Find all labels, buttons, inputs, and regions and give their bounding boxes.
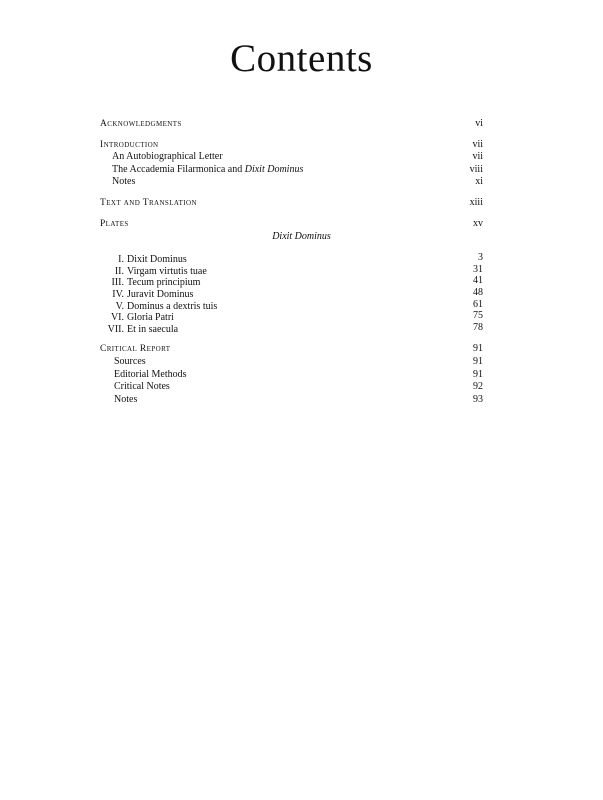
toc-entry [100,394,483,407]
toc-page-number: 41 [473,275,483,287]
toc-entry-label: Notes [112,176,136,188]
toc-entry-label: Critical Notes [114,381,170,393]
toc-entry-acknowledgments [100,118,483,131]
toc-entry [100,164,483,177]
toc-entry [100,151,483,164]
movement-number: VII. [107,323,124,335]
toc-entry-label: An Autobiographical Letter [112,151,223,163]
toc-movement [100,277,483,289]
toc-page-number: vii [472,138,483,150]
toc-entry-label: Editorial Methods [114,368,187,380]
toc-movement [100,312,483,324]
movement-label: Dominus a dextris tuis [127,300,218,312]
movement-number: III. [111,277,124,289]
toc-page-number: 93 [473,393,483,405]
work-title: Dixit Dominus [272,231,331,243]
toc-entry-label: Notes [114,393,138,405]
toc-page-number: vii [472,151,483,163]
toc-page-number: xi [475,176,483,188]
movement-number: VI. [110,312,124,324]
toc-entry-label: Sources [114,355,146,367]
toc-section-plates [100,218,483,231]
toc-entry-label [112,164,303,177]
toc-entry-label-italic: Dixit Dominus [244,163,304,175]
toc-page-number: 91 [473,368,483,380]
movement-label: Dixit Dominus [127,254,187,266]
movement-label: Juravit Dominus [127,288,194,300]
toc-entry-label: Acknowledgments [100,119,182,129]
movement-label: Tecum principium [127,277,201,289]
movement-label: Et in saecula [127,323,179,335]
movement-number: V. [115,300,124,312]
movement-label: Virgam virtutis tuae [127,265,207,277]
toc-page-number: 92 [473,381,483,393]
toc-entry [100,381,483,394]
toc-page-number: xv [473,217,483,229]
toc-page-number: 75 [473,310,483,322]
toc-entry [100,369,483,382]
toc-section-label: Text and Translation [100,197,197,208]
toc-page-number: vi [475,118,483,129]
toc-section-introduction [100,139,483,152]
toc-movement [100,298,483,313]
toc-movement [100,286,483,301]
toc-page-number: 48 [473,286,483,298]
toc-movement [100,321,483,336]
movement-list [100,254,483,335]
toc-page-number: 91 [473,343,483,355]
toc-entry [100,356,483,369]
toc-entry [100,176,483,189]
toc-page-number: 78 [473,321,483,333]
page-title: Contents [230,37,373,80]
toc-entry-label-prefix: The Accademia Filarmonica and [112,163,245,175]
toc-page-number: 31 [473,263,483,275]
toc-movement [100,254,483,266]
movement-number: IV. [112,288,124,300]
toc-page-number: xiii [469,196,483,208]
movement-number: II. [114,265,124,277]
toc-section-critical-report [100,343,483,356]
toc-section-label: Plates [100,218,129,229]
toc-section-text-translation [100,197,483,210]
toc-section-label: Introduction [100,139,159,150]
toc-page-number: 3 [478,252,483,264]
toc-movement [100,263,483,278]
toc-page-number: viii [469,163,483,175]
toc-page-number: 61 [473,298,483,310]
movement-number: I. [118,254,124,266]
table-of-contents [100,118,483,406]
toc-section-label: Critical Report [100,344,171,355]
movement-label: Gloria Patri [127,312,174,324]
toc-page-number: 91 [473,355,483,367]
